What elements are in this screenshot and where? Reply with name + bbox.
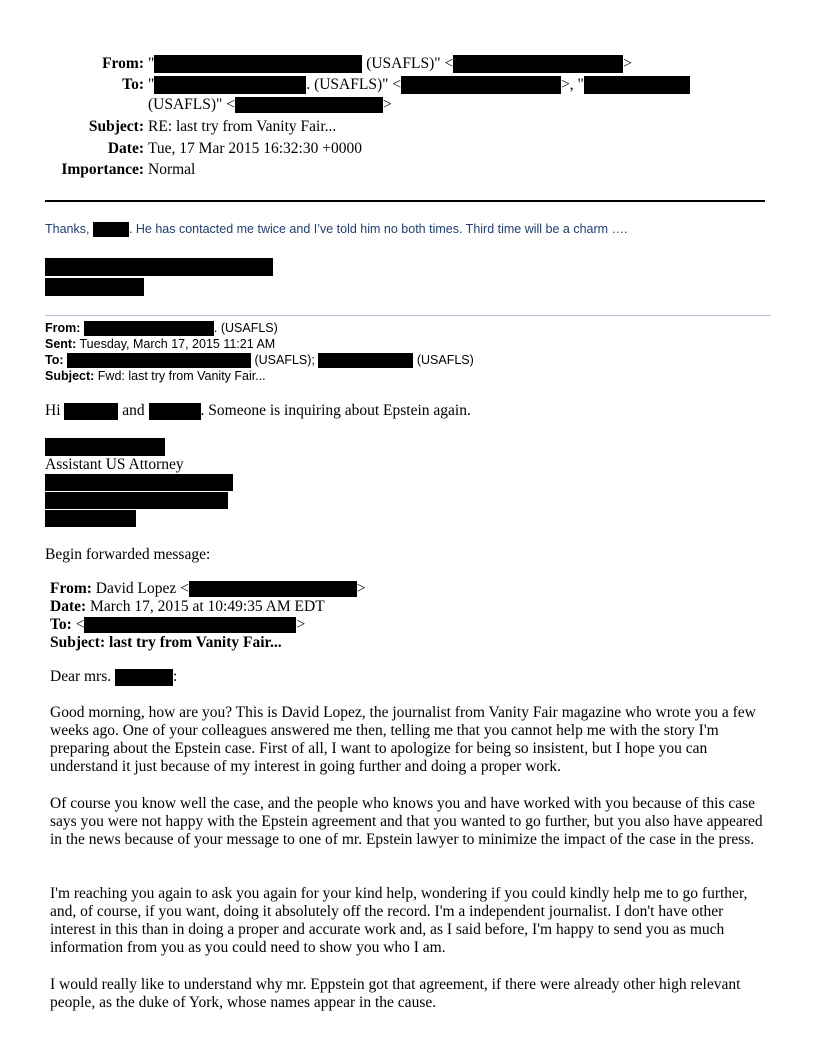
redaction-block	[189, 581, 357, 597]
paragraph-3: I'm reaching you again to ask you again for your kind help, wondering if you could kindly help me to go further, and, of course, if you want, doing it absolutely off the record. I'm a independent journalist. I don't have other interest in this than in doing a proper and accurate work and, as I said before, I'm happy to send you as much information from you as you could need to show you who I am.	[50, 885, 748, 956]
redaction-block	[154, 55, 362, 73]
forward1-subject: Subject: Fwd: last try from Vanity Fair...	[45, 369, 266, 383]
forward1-sent: Sent: Tuesday, March 17, 2015 11:21 AM	[45, 337, 276, 351]
forward1-greeting: Hi and . Someone is inquiring about Epstein again.	[45, 402, 471, 419]
paragraph-2: Of course you know well the case, and the people who knows you and have worked with you because of this case says you were not happy with the Epstein agreement and that you wanted to go further, but you also have appeared in the news because of your message to one of mr. Epstein lawyer to minimize the impact of the case in the press.	[50, 795, 763, 848]
redaction-block	[45, 438, 165, 456]
redaction-block	[67, 353, 251, 368]
salutation: Dear mrs. :	[50, 668, 178, 685]
importance-label: Importance:	[61, 161, 144, 178]
to-value: " . (USAFLS)" < >, "	[148, 74, 690, 95]
redaction-block	[401, 76, 561, 94]
redaction-block	[45, 474, 233, 491]
redaction-block	[45, 258, 273, 276]
subject-label: Subject:	[88, 118, 144, 135]
redaction-block	[318, 353, 413, 368]
to-label: To:	[122, 76, 144, 93]
redaction-block	[149, 403, 201, 420]
redaction-block	[453, 55, 623, 73]
paragraph-1: Good morning, how are you? This is David Lopez, the journalist from Vanity Fair magazine who wrote you a few weeks ago. One of your colleagues answered me then, telling me that you cannot help me with the story I'm preparing about the Epstein case. First of all, I want to apologize for being so insistent, but I hope you can understand it just because of my interest in going further and doing a proper work.	[50, 704, 756, 775]
redaction-block	[84, 321, 214, 336]
redaction-block	[45, 278, 144, 296]
date-label: Date:	[107, 140, 144, 157]
redaction-block	[45, 492, 228, 509]
message-divider	[45, 315, 771, 316]
redaction-block	[64, 403, 118, 420]
header-divider	[45, 200, 765, 202]
signature-title: Assistant US Attorney	[45, 456, 184, 473]
redaction-block	[84, 617, 296, 633]
redaction-block	[235, 97, 383, 113]
to-value-line2: (USAFLS)" < >	[148, 96, 392, 113]
forward2-subject: Subject: last try from Vanity Fair...	[50, 634, 282, 651]
forward2-date: Date: March 17, 2015 at 10:49:35 AM EDT	[50, 598, 325, 615]
from-label: From:	[102, 55, 144, 72]
subject-value: RE: last try from Vanity Fair...	[148, 118, 337, 135]
begin-forwarded: Begin forwarded message:	[45, 546, 211, 563]
reply-text: Thanks, . He has contacted me twice and I’ve told him no both times. Third time will be a charm ….	[45, 222, 628, 236]
forward2-from: From: David Lopez < >	[50, 580, 366, 597]
redaction-block	[45, 510, 136, 527]
redaction-block	[93, 222, 129, 237]
redaction-block	[154, 76, 306, 94]
forward2-to: To: < >	[50, 616, 306, 633]
forward1-to: To: (USAFLS); (USAFLS)	[45, 353, 474, 367]
forward1-from: From: . (USAFLS)	[45, 321, 278, 335]
redaction-block	[584, 76, 690, 94]
paragraph-4: I would really like to understand why mr. Eppstein got that agreement, if there were already other high relevant people, as the duke of York, whose names appear in the cause.	[50, 976, 741, 1011]
importance-value: Normal	[148, 161, 196, 178]
date-value: Tue, 17 Mar 2015 16:32:30 +0000	[148, 140, 362, 157]
redaction-block	[115, 669, 173, 686]
from-value: " (USAFLS)" < >	[148, 55, 632, 72]
